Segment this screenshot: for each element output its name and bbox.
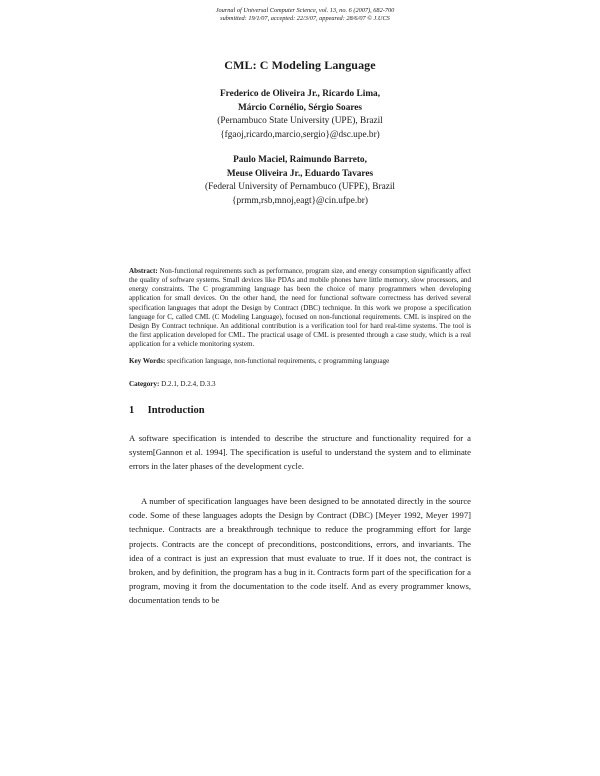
abstract-label: Abstract: [129,267,158,275]
submission-dates: submitted: 19/1/07, accepted: 22/3/07, appeared: 28/6/07 © J.UCS [220,15,390,22]
author-names: Márcio Cornélio, Sérgio Soares [237,102,363,113]
author-names: Meuse Oliveira Jr., Eduardo Tavares [226,168,374,179]
body-paragraph: A software specification is intended to describe the structure and functionality required for a system[Gannon et al. 1994]. The specification is useful to understand the system and to eliminate errors in the later phases of the development cycle. [129,433,471,472]
keywords-text: specification language, non-functional requirements, c programming language [167,357,390,365]
author-group-upe [130,88,470,142]
body-paragraph: A number of specification languages have been designed to be annotated directly in the source code. Some of these languages adopts the Design by Contract (DBC) [Meyer 1992, Meyer 1997] technique. Contracts are a breakthrough technique to reduce the programming effort for large projects. Contracts are the concept of preconditions, postconditions, errors, and invariants. The idea of a contract is just an expression that must evaluate to true. If it does not, the contract is broken, and by definition, the program has a bug in it. Contracts form part of the specification for a program, moving it from the documentation to the code itself. And as every programmer knows, documentation tends to be [129,496,471,606]
section-title: Introduction [147,405,205,416]
section-number: 1 [129,405,135,416]
author-affiliation: (Pernambuco State University (UPE), Brazil [217,116,383,126]
keywords [129,357,471,366]
journal-header [170,7,440,23]
author-names: Paulo Maciel, Raimundo Barreto, [233,155,367,165]
category [129,380,471,389]
category-label: Category: [129,380,160,388]
abstract-text: Non-functional requirements such as performance, program size, and energy consumption significantly affect the quality of software systems. Small devices like PDAs and mobile phones have little memory, slow processors, and energy constraints. The C programming language has been the choice of many programmers when developing application for small devices. On the other hand, the need for functional software correctness has derived several specification languages that adopt the Design by Contract (DBC) technique. In this work we propose a specification language for C, called CML (C Modeling Language), focused on non-functional requirements. CML is inspired on the Design By Contract technique. An additional contribution is a verification tool for hard real-time systems. The tool is the first application developed for CML. The practical usage of CML is presented through a case study, which is a real application for a vehicle monitoring system. [129,267,471,349]
abstract [129,267,471,349]
category-text: D.2.1, D.2.4, D.3.3 [161,380,216,388]
keywords-label: Key Words: [129,357,166,365]
author-emails: {prmm,rsb,mnoj,eagt}@cin.ufpe.br) [232,195,368,206]
paper-title: CML: C Modeling Language [224,58,376,72]
journal-citation: Journal of Universal Computer Science, vol. 13, no. 6 (2007), 682-700 [215,7,395,14]
author-emails: {fgaoj,ricardo,marcio,sergio}@dsc.upe.br) [220,129,380,140]
author-names: Frederico de Oliveira Jr., Ricardo Lima, [219,89,381,99]
section-heading [129,405,205,416]
author-group-ufpe [130,154,470,208]
author-affiliation: (Federal University of Pernambuco (UFPE), Brazil [204,182,396,192]
